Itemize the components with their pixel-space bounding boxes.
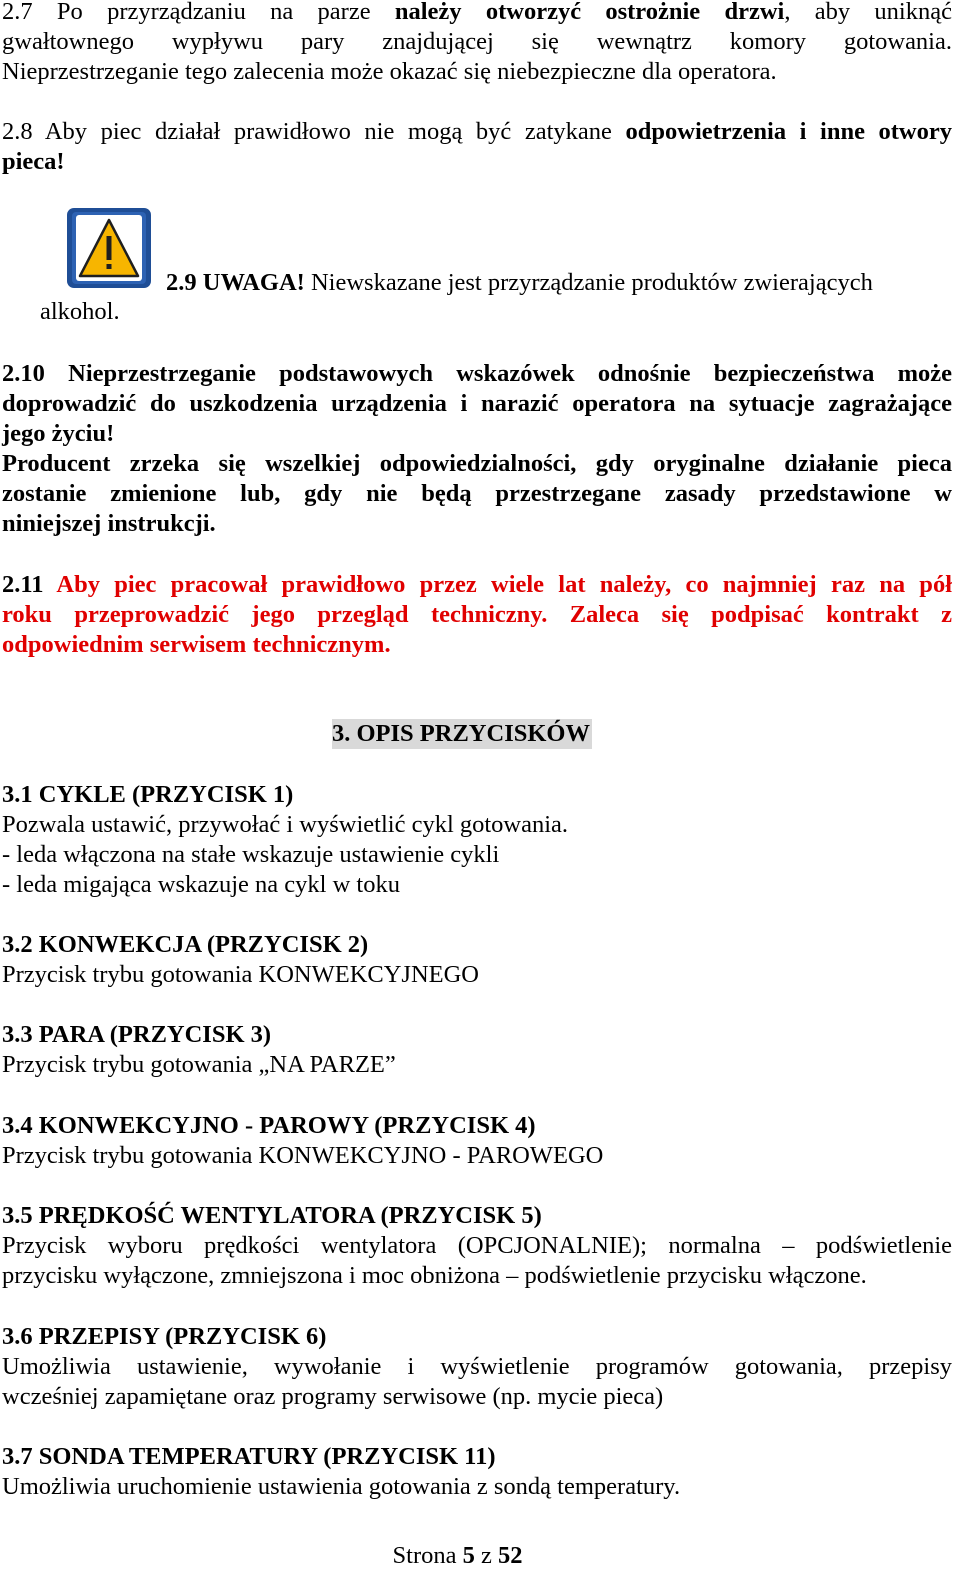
section-3-6-title: 3.6 PRZEPISY (PRZYCISK 6) [2,1323,327,1350]
section-3-6-line-1: Umożliwia ustawienie, wywołanie i wyświetlenie programów gotowania, przepisy [2,1353,952,1380]
page-number: 5 [462,1542,475,1569]
section-3-3-line-1: Przycisk trybu gotowania „NA PARZE” [2,1051,396,1078]
section-2-10-line-1: 2.10 Nieprzestrzeganie podstawowych wskazówek odnośnie bezpieczeństwa może [2,360,952,387]
section-3-6-line-2: wcześniej zapamiętane oraz programy serwisowe (np. mycie pieca) [2,1383,664,1410]
section-3-7-title: 3.7 SONDA TEMPERATURY (PRZYCISK 11) [2,1443,496,1470]
section-3-1-line-2: - leda włączona na stałe wskazuje ustawienie cykli [2,841,500,868]
section-2-11-line-1: 2.11 Aby piec pracował prawidłowo przez wiele lat należy, co najmniej raz na pół [2,571,952,598]
section-2-8-line-1: 2.8 Aby piec działał prawidłowo nie mogą być zatykane odpowietrzenia i inne otwory [2,118,953,145]
section-3-1-line-1: Pozwala ustawić, przywołać i wyświetlić cykl gotowania. [2,811,569,838]
section-2-11-line-3: odpowiednim serwisem technicznym. [2,631,391,658]
section-2-10-line-3: jego życiu! [2,420,115,447]
section-3-5-title: 3.5 PRĘDKOŚĆ WENTYLATORA (PRZYCISK 5) [2,1202,542,1229]
section-3-4-title: 3.4 KONWEKCYJNO - PAROWY (PRZYCISK 4) [2,1112,536,1139]
section-3-1-line-3: - leda migająca wskazuje na cykl w toku [2,871,400,898]
page-total: 52 [497,1542,523,1569]
section-2-7-line-2: gwałtownego wypływu pary znajdującej się wewnątrz komory gotowania. [2,28,952,55]
section-3-7-line-1: Umożliwia uruchomienie ustawienia gotowania z sondą temperatury. [2,1473,681,1500]
section-2-9-line-1: 2.9 UWAGA! Niewskazane jest przyrządzanie produktów zwierających [166,269,873,296]
section-3-2-line-1: Przycisk trybu gotowania KONWEKCYJNEGO [2,961,479,988]
section-2-7-line-1: 2.7 Po przyrządzaniu na parze należy otworzyć ostrożnie drzwi, aby uniknąć [2,0,952,25]
section-2-11-line-2: roku przeprowadzić jego przegląd techniczny. Zaleca się podpisać kontrakt z [2,601,952,628]
section-2-10-line-6: niniejszej instrukcji. [2,510,216,537]
section-3-2-title: 3.2 KONWEKCJA (PRZYCISK 2) [2,931,369,958]
page-footer: Strona 5 z 52 [392,1542,523,1569]
section-3-5-line-2: przycisku wyłączone, zmniejszona i moc obniżona – podświetlenie przycisku włączone. [2,1262,867,1289]
section-2-10-line-5: zostanie zmienione lub, gdy nie będą przestrzegane zasady przedstawione w [2,480,952,507]
section-2-9-line-2: alkohol. [40,298,120,325]
section-3-5-line-1: Przycisk wyboru prędkości wentylatora (OPCJONALNIE); normalna – podświetlenie [2,1232,952,1259]
section-3-1-title: 3.1 CYKLE (PRZYCISK 1) [2,781,294,808]
section-3-4-line-1: Przycisk trybu gotowania KONWEKCYJNO - PAROWEGO [2,1142,604,1169]
warning-triangle-icon [66,207,152,289]
section-2-10-line-2: doprowadzić do uszkodzenia urządzenia i narazić operatora na sytuacje zagrażające [2,390,952,417]
section-3-3-title: 3.3 PARA (PRZYCISK 3) [2,1021,272,1048]
section-3-heading: 3. OPIS PRZYCISKÓW [332,720,590,747]
section-2-8-line-2: pieca! [2,148,65,175]
section-2-10-line-4: Producent zrzeka się wszelkiej odpowiedzialności, gdy oryginalne działanie pieca [2,450,952,477]
section-2-7-line-3: Nieprzestrzeganie tego zalecenia może okazać się niebezpieczne dla operatora. [2,58,777,85]
